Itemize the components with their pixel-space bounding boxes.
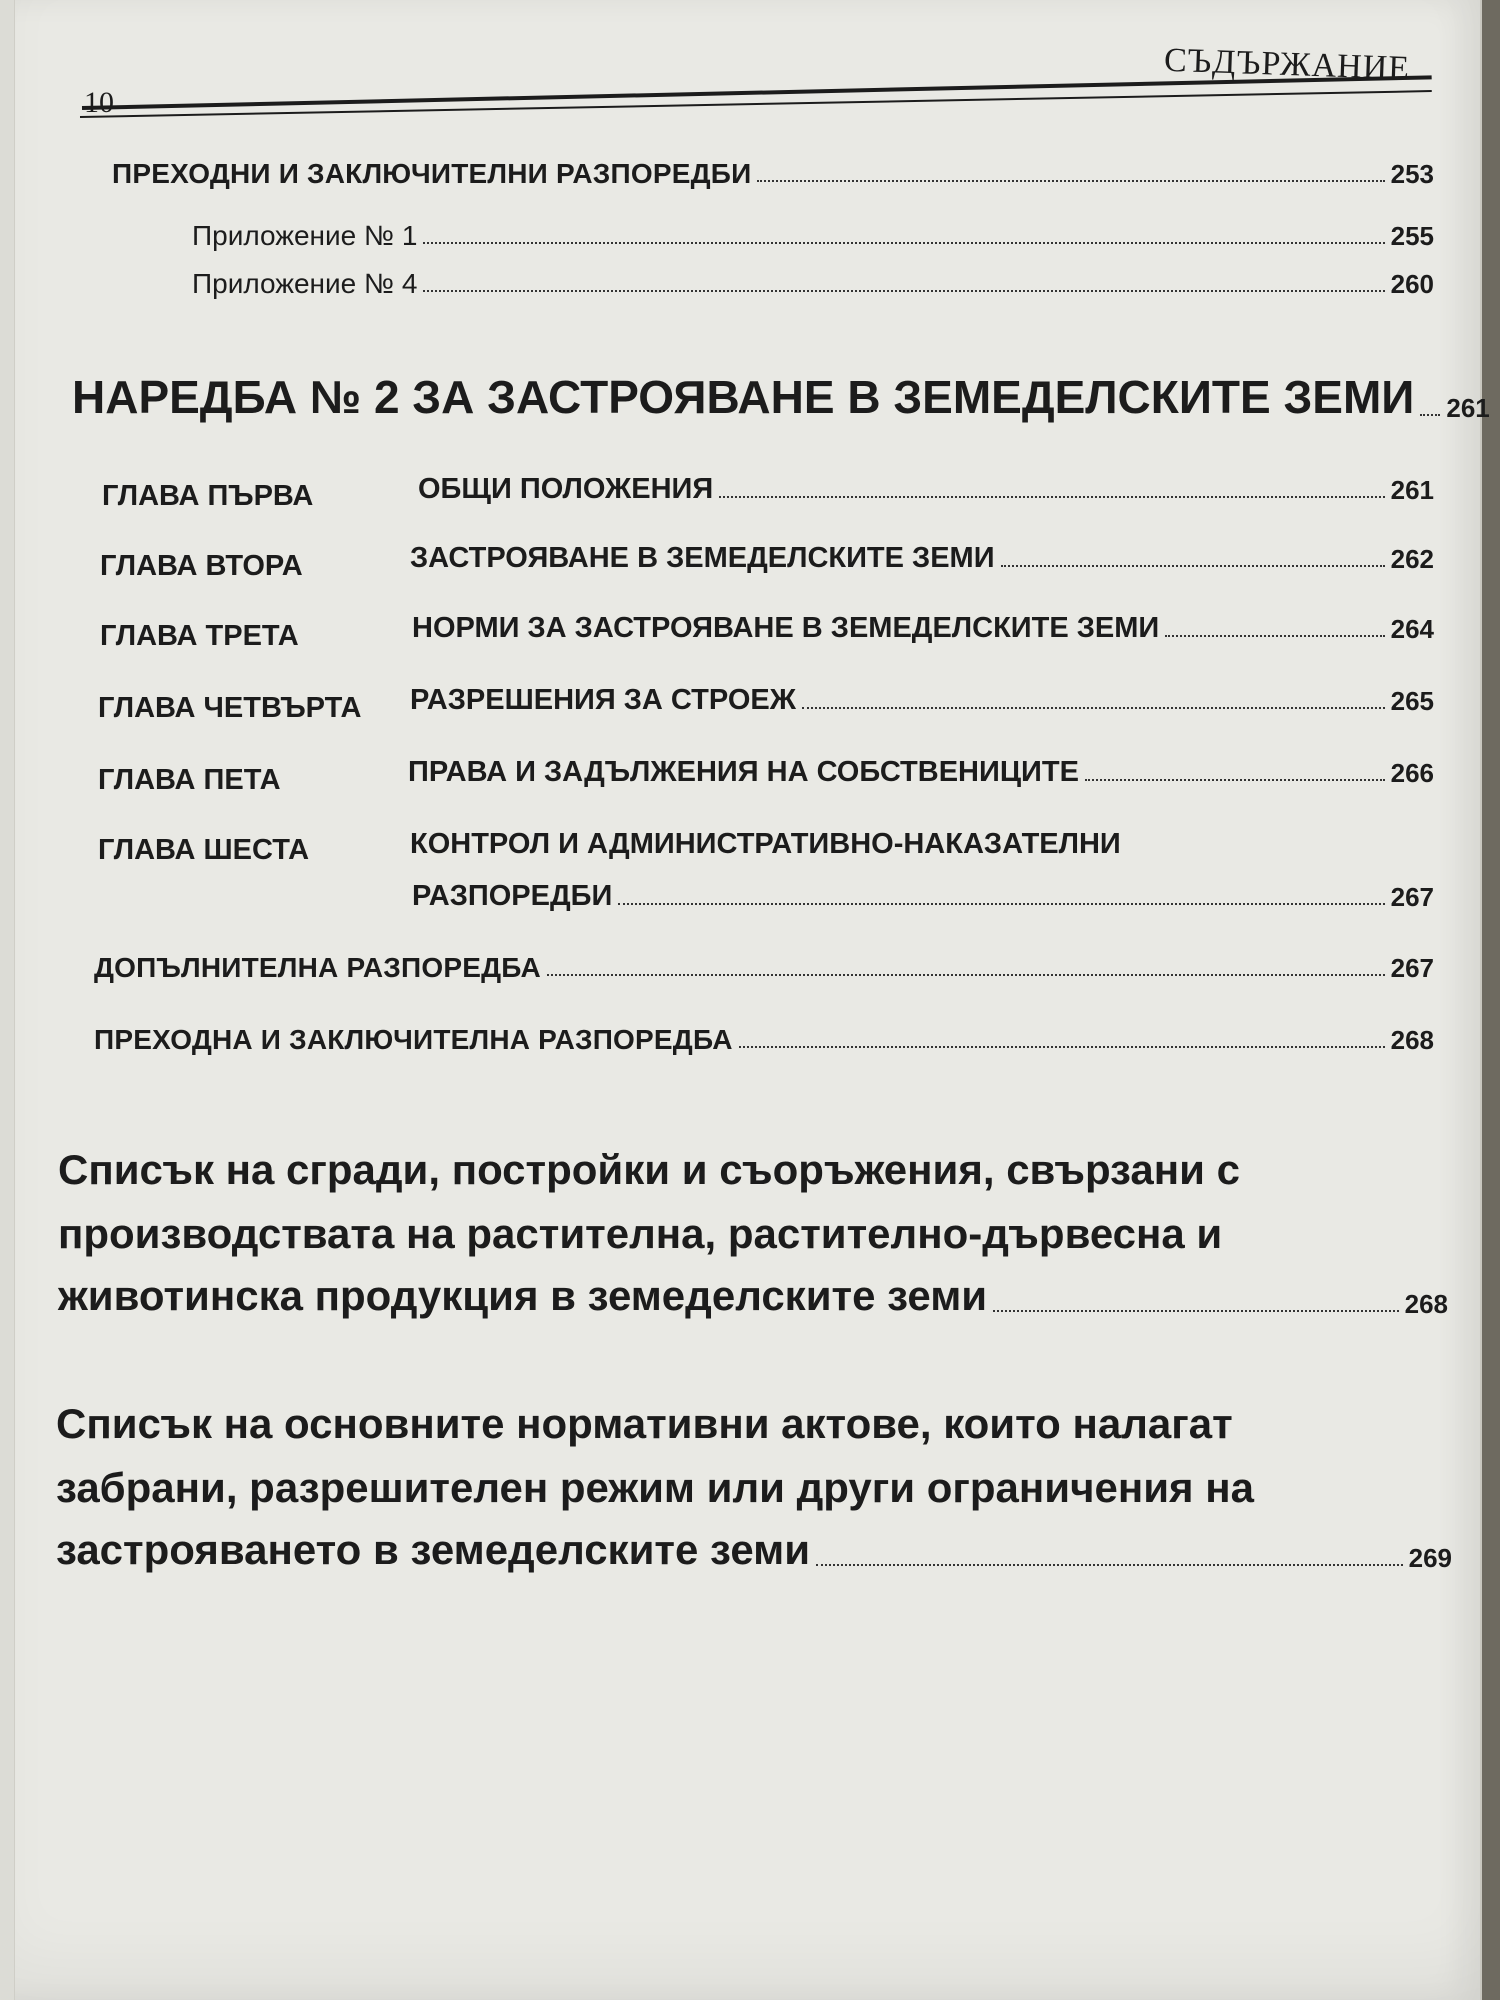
list-acts-line2: забрани, разрешителен режим или други ограничения на xyxy=(56,1464,1254,1511)
toc-entry-list-buildings[interactable] xyxy=(58,1272,1448,1320)
toc-entry-appendix-4[interactable] xyxy=(192,268,1434,300)
dot-leader xyxy=(757,180,1384,182)
dot-leader xyxy=(802,707,1385,709)
chapter-label-5: ГЛАВА ПЕТА xyxy=(98,764,281,796)
dot-leader xyxy=(618,903,1384,905)
list-acts-line3: застрояването в земеделските земи xyxy=(56,1526,811,1573)
toc-entry-chapter-5[interactable] xyxy=(408,756,1434,789)
chapter-label-4: ГЛАВА ЧЕТВЪРТА xyxy=(98,692,362,724)
list-buildings-line1: Списък на сгради, постройки и съоръжения, свързани с xyxy=(58,1146,1240,1193)
toc-entry-supplementary[interactable] xyxy=(94,952,1434,984)
chapter-label-6: ГЛАВА ШЕСТА xyxy=(98,834,310,866)
toc-entry-title: Приложение № 4 xyxy=(192,268,418,299)
running-head: СЪДЪРЖАНИЕ xyxy=(1163,41,1411,88)
ordinance-title: НАРЕДБА № 2 ЗА ЗАСТРОЯВАНЕ В ЗЕМЕДЕЛСКИТЕ ЗЕМИ xyxy=(72,371,1415,423)
toc-page-number: 261 xyxy=(1390,475,1434,505)
toc-page-number: 267 xyxy=(1390,882,1434,912)
toc-entry-appendix-1[interactable] xyxy=(192,220,1434,252)
toc-entry-chapter-1[interactable] xyxy=(418,473,1434,506)
chapter-label-3: ГЛАВА ТРЕТА xyxy=(100,620,299,652)
dot-leader xyxy=(1165,635,1384,637)
list-buildings-line2: производствата на растителна, растително-дървесна и xyxy=(58,1210,1223,1257)
dot-leader xyxy=(1085,779,1385,781)
page-number: 10 xyxy=(84,86,114,119)
toc-page-number: 260 xyxy=(1390,269,1434,299)
toc-page-number: 253 xyxy=(1390,159,1434,189)
toc-page-number: 255 xyxy=(1390,221,1434,251)
dot-leader xyxy=(993,1310,1398,1312)
toc-entry-title: ПРЕХОДНИ И ЗАКЛЮЧИТЕЛНИ РАЗПОРЕДБИ xyxy=(112,158,752,189)
chapter-title: НОРМИ ЗА ЗАСТРОЯВАНЕ В ЗЕМЕДЕЛСКИТЕ ЗЕМИ xyxy=(412,612,1160,644)
toc-page-number: 265 xyxy=(1390,686,1434,716)
chapter-title: ОБЩИ ПОЛОЖЕНИЯ xyxy=(418,473,714,505)
chapter-title: ЗАСТРОЯВАНЕ В ЗЕМЕДЕЛСКИТЕ ЗЕМИ xyxy=(410,542,995,574)
toc-page-number: 261 xyxy=(1446,393,1490,423)
toc-entry-transitional-provisions[interactable] xyxy=(112,158,1434,190)
dot-leader xyxy=(423,290,1384,292)
toc-entry-chapter-6[interactable] xyxy=(412,880,1434,913)
dot-leader xyxy=(547,974,1385,976)
dot-leader xyxy=(816,1564,1403,1566)
list-buildings-line3: животинска продукция в земеделските земи xyxy=(58,1272,988,1319)
chapter-6-title-line1: КОНТРОЛ И АДМИНИСТРАТИВНО-НАКАЗАТЕЛНИ xyxy=(410,828,1121,860)
chapter-label-1: ГЛАВА ПЪРВА xyxy=(102,480,314,512)
toc-entry-transitional-final[interactable] xyxy=(94,1024,1434,1056)
dot-leader xyxy=(423,242,1384,244)
list-acts-line1: Списък на основните нормативни актове, които налагат xyxy=(56,1400,1233,1447)
chapter-title: РАЗПОРЕДБИ xyxy=(412,880,613,912)
toc-page-number: 269 xyxy=(1408,1543,1452,1573)
dot-leader xyxy=(1420,414,1440,416)
toc-entry-title: Приложение № 1 xyxy=(192,220,418,251)
toc-page-number: 268 xyxy=(1404,1289,1448,1319)
toc-page-number: 267 xyxy=(1390,953,1434,983)
toc-entry-title: ДОПЪЛНИТЕЛНА РАЗПОРЕДБА xyxy=(94,952,541,983)
toc-page-number: 264 xyxy=(1390,614,1434,644)
toc-page-number: 266 xyxy=(1390,758,1434,788)
chapter-title: РАЗРЕШЕНИЯ ЗА СТРОЕЖ xyxy=(410,684,796,716)
toc-entry-ordinance[interactable] xyxy=(72,370,1490,424)
toc-entry-title: ПРЕХОДНА И ЗАКЛЮЧИТЕЛНА РАЗПОРЕДБА xyxy=(94,1024,733,1055)
chapter-title: ПРАВА И ЗАДЪЛЖЕНИЯ НА СОБСТВЕНИЦИТЕ xyxy=(408,756,1079,788)
toc-entry-list-acts[interactable] xyxy=(56,1526,1452,1574)
toc-page-number: 262 xyxy=(1390,544,1434,574)
page-edge xyxy=(0,0,15,2000)
toc-entry-chapter-2[interactable] xyxy=(410,542,1434,575)
toc-entry-chapter-3[interactable] xyxy=(412,612,1434,645)
dot-leader xyxy=(739,1046,1385,1048)
dot-leader xyxy=(719,496,1384,498)
toc-entry-chapter-4[interactable] xyxy=(410,684,1434,717)
dot-leader xyxy=(1001,565,1385,567)
toc-page-number: 268 xyxy=(1390,1025,1434,1055)
chapter-label-2: ГЛАВА ВТОРА xyxy=(100,550,303,582)
